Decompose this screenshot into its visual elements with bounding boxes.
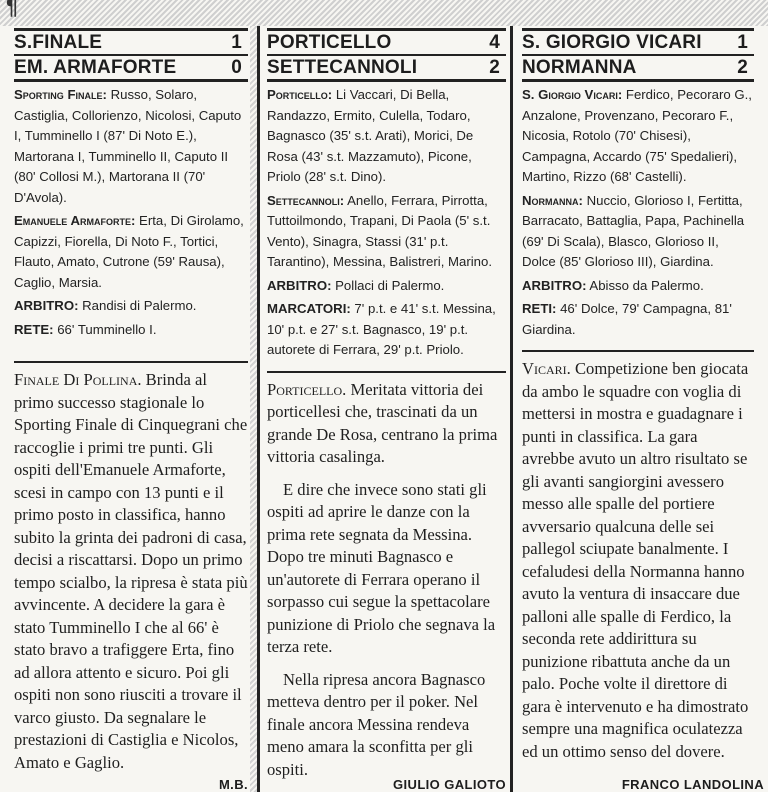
report-text: Brinda al primo successo stagionale lo Sporting Finale di Cinquegrani che raccoglie i primi tre punti. Gli ospiti dell'Emanuele Armaforte, scesi in campo con 13 punti e il primo posto in classifica, hanno subito la grinta dei padroni di casa, decisi a riscattarsi. Dopo un primo tempo scialbo, la ripresa è stata più avvincente. A decidere la gara è stato Tumminello I che al 66' è stato bravo a trafiggere Erta, fino ad allora attento e sicuro. Poi gli ospiti non sono riusciti a trovare il varco giusto. Da segnalare le prestazioni di Castiglia e Nicolos, Amato e Gaglio. — [14, 370, 248, 772]
away-team-row — [267, 54, 506, 79]
away-team-goals: 0 — [231, 56, 242, 78]
home-lineup-label: Porticello: — [267, 87, 333, 102]
top-hatch-band — [0, 0, 768, 26]
home-team-row — [267, 31, 506, 54]
home-lineup-players: Russo, Solaro, Castiglia, Collorienzo, Nicolosi, Caputo I, Tumminello I (87' Di Noto E.), Martorana I, Tumminello II, Caputo II (80' Collosi M.), Martorana II (70' D'Avola). — [14, 87, 242, 205]
match-report — [14, 369, 248, 774]
home-lineup — [522, 85, 754, 188]
away-lineup-label: Emanuele Armaforte: — [14, 213, 136, 228]
scoreboard — [14, 28, 248, 82]
report-paragraph — [267, 379, 506, 469]
home-lineup-players: Ferdico, Pecoraro G., Anzalone, Provenzano, Pecoraro F., Nicosia, Rotolo (70' Chisesi), Campagna, Accardo (75' Spedalieri), Martino, Rizzo (68' Castelli). — [522, 87, 752, 184]
match-report — [267, 379, 506, 782]
away-team-name: EM. ARMAFORTE — [14, 56, 177, 78]
home-team-name: S.FINALE — [14, 31, 103, 53]
home-team-goals: 1 — [231, 31, 242, 53]
away-team-row — [522, 54, 754, 79]
home-team-goals: 4 — [489, 31, 500, 53]
section-divider — [14, 361, 248, 363]
column-divider-2 — [510, 26, 513, 792]
report-paragraph: E dire che invece sono stati gli ospiti ad aprire le danze con la prima rete segnata da Messina. Dopo tre minuti Bagnasco e un'autorete di Ferrara operano il sorpasso cui segue la spettacolare punizione di Priolo che segnava la terza rete. — [267, 479, 496, 656]
goals-label: RETI: — [522, 301, 557, 316]
goals-label: RETE: — [14, 321, 54, 337]
report-paragraph — [14, 369, 248, 774]
goals-list: 46' Dolce, 79' Campagna, 81' Giardina. — [522, 301, 732, 337]
away-lineup-players: Anello, Ferrara, Pirrotta, Tuttoilmondo, Trapani, Di Paola (5' s.t. Vento), Sinagra, Stassi (31' p.t. Tarantino), Messina, Balistreri, Marino. — [267, 192, 492, 269]
referee-label: ARBITRO: — [267, 277, 332, 293]
report-byline: M.B. — [218, 777, 248, 792]
away-team-goals: 2 — [737, 56, 748, 78]
away-lineup-label: Normanna: — [522, 192, 583, 208]
referee-label: ARBITRO: — [14, 298, 79, 313]
home-lineup-label: Sporting Finale: — [14, 87, 107, 102]
away-lineup-label: Settecannoli: — [267, 192, 345, 208]
away-team-name: SETTECANNOLI — [267, 56, 418, 78]
home-lineup-label: S. Giorgio Vicari: — [522, 87, 623, 102]
home-lineup-players: Li Vaccari, Di Bella, Randazzo, Ermito, Culella, Todaro, Bagnasco (35' s.t. Arati), Morici, De Rosa (43' s.t. Mazzamuto), Picone, Priolo (28' s.t. Dino). — [267, 87, 474, 184]
home-team-row — [14, 31, 248, 54]
referee-label: ARBITRO: — [522, 277, 587, 293]
home-team-name: PORTICELLO — [267, 31, 392, 53]
scoreboard — [522, 28, 754, 82]
home-team-name: S. GIORGIO VICARI — [522, 31, 702, 53]
away-team-goals: 2 — [489, 56, 500, 78]
away-lineup-players: Erta, Di Girolamo, Capizzi, Fiorella, Di Noto F., Tortici, Flauto, Amato, Cutrone (59' Rausa), Caglio, Marsia. — [14, 213, 244, 290]
report-byline: FRANCO LANDOLINA — [621, 777, 764, 792]
goals-line — [267, 299, 506, 361]
match-sheet — [267, 85, 506, 361]
report-paragraph: Nella ripresa ancora Bagnasco metteva dentro per il poker. Nel finale ancora Messina rendeva meno amara la sconfitta per gli ospiti. — [267, 669, 486, 779]
match-column-2 — [259, 26, 510, 792]
referee-name: Randisi di Palermo. — [78, 298, 197, 313]
report-dateline: Porticello. — [267, 379, 347, 399]
section-divider — [522, 350, 754, 352]
report-paragraph — [522, 358, 754, 763]
goals-list: 7' p.t. e 41' s.t. Messina, 10' p.t. e 27' s.t. Bagnasco, 19' p.t. autorete di Ferrara, 29' p.t. Priolo. — [267, 301, 496, 357]
match-column-3 — [514, 26, 768, 792]
report-dateline: Vicari. — [522, 359, 571, 378]
away-lineup — [267, 191, 506, 273]
referee-name: Pollaci di Palermo. — [331, 277, 445, 293]
report-text: Meritata vittoria dei porticellesi che, trascinati da un grande De Rosa, centrano la prima vittoria casalinga. — [267, 379, 498, 466]
goals-label: MARCATORI: — [267, 301, 351, 316]
report-text: Competizione ben giocata da ambo le squadre con voglia di mettersi in mostra e guadagnare i punti in classifica. La gara avrebbe avuto un altro risultato se gli avanti sangiorgini avessero messo alle spalle del portiere avversario qualcuna delle sei pallegol sciupate banalmente. I cefaludesi della Normanna hanno avuto la ventura di insaccare due palloni alle spalle di Ferdico, la seconda rete addirittura su punizione ribattuta anche da un palo. Poche volte il direttore di gara è intervenuto e ha dimostrato sempre una magnifica oculatezza ed un ottimo senso del dovere. — [522, 359, 749, 761]
match-column-1 — [0, 26, 252, 792]
scoreboard — [267, 28, 506, 82]
match-report — [522, 358, 754, 763]
away-team-row — [14, 54, 248, 79]
away-lineup — [14, 211, 248, 293]
report-dateline: Finale Di Pollina. — [14, 370, 142, 389]
home-lineup — [14, 85, 248, 208]
away-lineup — [522, 191, 754, 273]
referee-line — [267, 276, 506, 297]
match-sheet — [522, 85, 754, 340]
home-team-goals: 1 — [737, 31, 748, 53]
goals-line — [14, 320, 248, 341]
referee-name: Abisso da Palermo. — [586, 277, 704, 293]
away-lineup-players: Nuccio, Glorioso I, Fertitta, Barracato, Battaglia, Papa, Pachinella (69' Di Scala), Blasco, Glorioso II, Dolce (85' Glorioso III), Giardina. — [522, 192, 745, 269]
report-byline: GIULIO GALIOTO — [393, 777, 506, 792]
referee-line — [522, 276, 754, 297]
masthead-glyph: ¶ — [6, 0, 19, 19]
goals-list: 66' Tumminello I. — [53, 321, 157, 337]
goals-line — [522, 299, 754, 340]
referee-line — [14, 296, 248, 317]
section-divider — [267, 371, 506, 373]
away-team-name: NORMANNA — [522, 56, 637, 78]
home-team-row — [522, 31, 754, 54]
match-sheet — [14, 85, 248, 340]
home-lineup — [267, 85, 506, 188]
